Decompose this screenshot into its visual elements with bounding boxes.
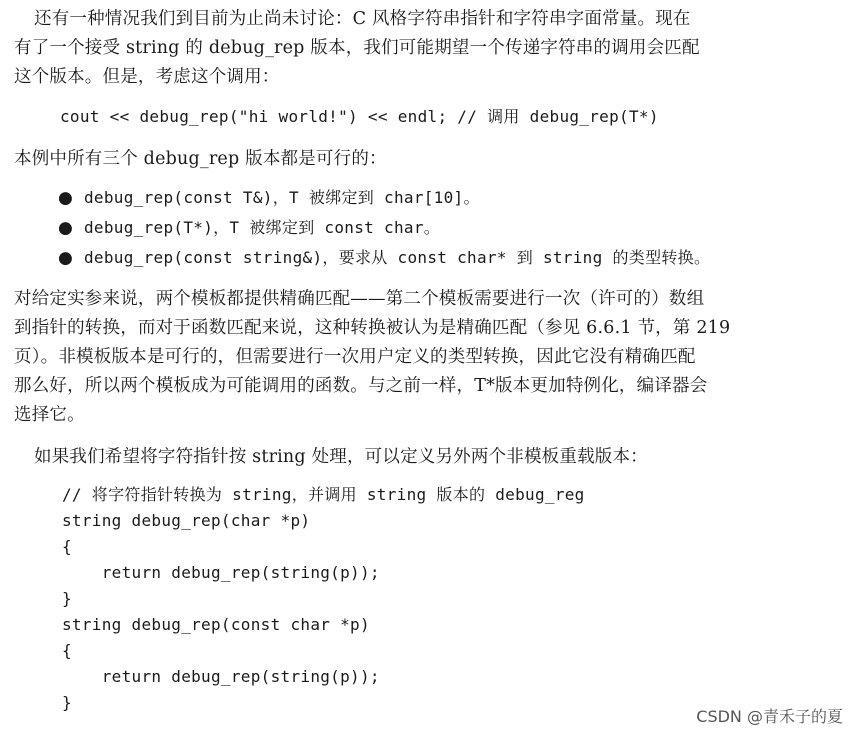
- code-comment: // 将字符指针转换为 string，并调用 string 版本的 debug_reg: [62, 485, 585, 504]
- paragraph-3-line-4: 那么好，所以两个模板成为可能调用的函数。与之前一样，T*版本更加特例化，编译器会: [14, 376, 708, 396]
- code-line: }: [62, 589, 72, 608]
- bullet-dot: ●: [58, 188, 73, 208]
- bullet-dot: ●: [58, 218, 73, 238]
- paragraph-3-line-1: 对给定实参来说，两个模板都提供精确匹配——第二个模板需要进行一次（许可的）数组: [14, 289, 705, 309]
- bullet-dot: ●: [58, 248, 73, 268]
- bullet-item-1: debug_rep(const T&)，T 被绑定到 char[10]。: [84, 188, 480, 207]
- paragraph-1-line-1: 还有一种情况我们到目前为止尚未讨论：C 风格字符串指针和字符串字面常量。现在: [34, 9, 691, 29]
- code-line: {: [62, 537, 72, 556]
- code-line: string debug_rep(const char *p): [62, 615, 370, 634]
- code-line: return debug_rep(string(p));: [62, 563, 380, 582]
- code-line: string debug_rep(char *p): [62, 511, 311, 530]
- code-line: return debug_rep(string(p));: [62, 667, 380, 686]
- code-line: {: [62, 641, 72, 660]
- paragraph-3-line-5: 选择它。: [14, 405, 85, 425]
- paragraph-3-line-3: 页）。非模板版本是可行的，但需要进行一次用户定义的类型转换，因此它没有精确匹配: [14, 347, 696, 367]
- paragraph-1-line-2: 有了一个接受 string 的 debug_rep 版本，我们可能期望一个传递字符串的调用会匹配: [14, 38, 700, 58]
- paragraph-3-line-2: 到指针的转换，而对于函数匹配来说，这种转换被认为是精确匹配（参见 6.6.1 节，第 219: [14, 318, 731, 338]
- code-line: }: [62, 693, 72, 712]
- paragraph-1-line-3: 这个版本。但是，考虑这个调用：: [14, 67, 280, 87]
- paragraph-4: 如果我们希望将字符指针按 string 处理，可以定义另外两个非模板重载版本：: [34, 447, 648, 467]
- bullet-item-2: debug_rep(T*)，T 被绑定到 const char。: [84, 218, 441, 237]
- paragraph-2: 本例中所有三个 debug_rep 版本都是可行的：: [14, 149, 387, 169]
- code-call-example: cout << debug_rep("hi world!") << endl; // 调用 debug_rep(T*): [60, 107, 659, 126]
- bullet-item-3: debug_rep(const string&)，要求从 const char* 到 string 的类型转换。: [84, 248, 711, 267]
- csdn-watermark: CSDN @青禾子的夏: [696, 707, 843, 726]
